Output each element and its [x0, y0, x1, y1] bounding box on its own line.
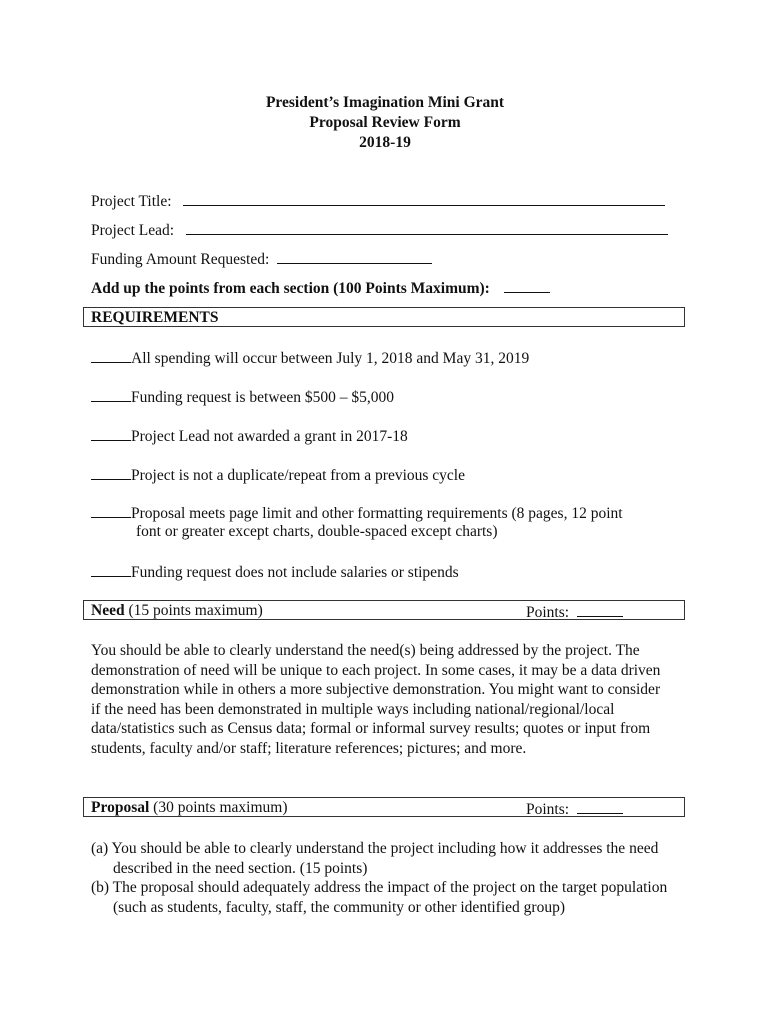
- project-title-blank[interactable]: [183, 190, 665, 206]
- form-title: [0, 93, 770, 153]
- requirement-item: [91, 503, 623, 524]
- requirement-item: [91, 426, 408, 447]
- funding-amount-blank[interactable]: [277, 248, 432, 264]
- need-max-note: (15 points maximum): [124, 602, 263, 619]
- project-title-row: [91, 190, 665, 212]
- project-lead-blank[interactable]: [186, 219, 668, 235]
- need-points-blank[interactable]: [577, 601, 623, 617]
- requirement-check-blank[interactable]: [91, 426, 131, 441]
- requirement-check-blank[interactable]: [91, 348, 131, 363]
- requirement-item: [91, 562, 459, 583]
- need-header-box: [83, 600, 685, 620]
- proposal-criterion-a: (a) You should be able to clearly understand the project including how it addresses the need described in the need section. (15 points): [91, 840, 659, 877]
- total-points-blank[interactable]: [504, 277, 550, 293]
- requirement-check-blank[interactable]: [91, 387, 131, 402]
- requirement-check-blank[interactable]: [91, 562, 131, 577]
- requirements-heading: REQUIREMENTS: [91, 309, 219, 326]
- requirements-header-box: [83, 307, 685, 327]
- proposal-points: [526, 798, 623, 820]
- proposal-header-box: [83, 797, 685, 817]
- requirement-text: All spending will occur between July 1, 2018 and May 31, 2019: [131, 350, 530, 367]
- requirement-check-blank[interactable]: [91, 465, 131, 480]
- proposal-heading: Proposal: [91, 799, 150, 816]
- requirement-text: Funding request is between $500 – $5,000: [131, 389, 395, 406]
- requirement-text-continued: font or greater except charts, double-spaced except charts): [136, 523, 498, 540]
- requirement-text: Project Lead not awarded a grant in 2017-18: [131, 428, 408, 445]
- requirement-item: [91, 348, 529, 369]
- requirement-text: Project is not a duplicate/repeat from a previous cycle: [131, 467, 465, 484]
- title-line-2: Proposal Review Form: [309, 114, 461, 131]
- proposal-max-note: (30 points maximum): [149, 799, 288, 816]
- project-lead-label: Project Lead:: [91, 222, 175, 239]
- proposal-points-blank[interactable]: [577, 798, 623, 814]
- requirement-text: Proposal meets page limit and other formatting requirements (8 pages, 12 point: [131, 505, 623, 522]
- title-line-3: 2018-19: [359, 134, 411, 151]
- requirement-item: [91, 387, 394, 408]
- requirement-text: Funding request does not include salaries or stipends: [131, 564, 459, 581]
- requirement-item: [91, 465, 465, 486]
- total-points-label: Add up the points from each section (100 Points Maximum):: [91, 280, 490, 297]
- title-line-1: President’s Imagination Mini Grant: [265, 94, 505, 111]
- project-lead-row: [91, 219, 668, 241]
- need-heading: Need: [91, 602, 125, 619]
- project-title-label: Project Title:: [91, 193, 172, 210]
- funding-amount-label: Funding Amount Requested:: [91, 251, 270, 268]
- need-description: You should be able to clearly understand the need(s) being addressed by the project. The demonstration of need will be unique to each project. In some cases, it may be a data driven demonstration while in others a more subjective demonstration. You might want to consider if the need has been demonstrated in multiple ways including national/regional/local data/statistics such as Census data; formal or informal survey results; quotes or input from students, faculty and/or staff; literature references; pictures; and more.: [91, 642, 661, 757]
- requirement-check-blank[interactable]: [91, 503, 131, 518]
- proposal-criterion-b: (b) The proposal should adequately address the impact of the project on the target population (such as students, faculty, staff, the community or other identified group): [91, 879, 668, 916]
- need-points: [526, 601, 623, 623]
- need-points-label: Points:: [526, 604, 570, 621]
- funding-amount-row: [91, 248, 432, 270]
- total-points-row: [91, 277, 550, 299]
- proposal-points-label: Points:: [526, 801, 570, 818]
